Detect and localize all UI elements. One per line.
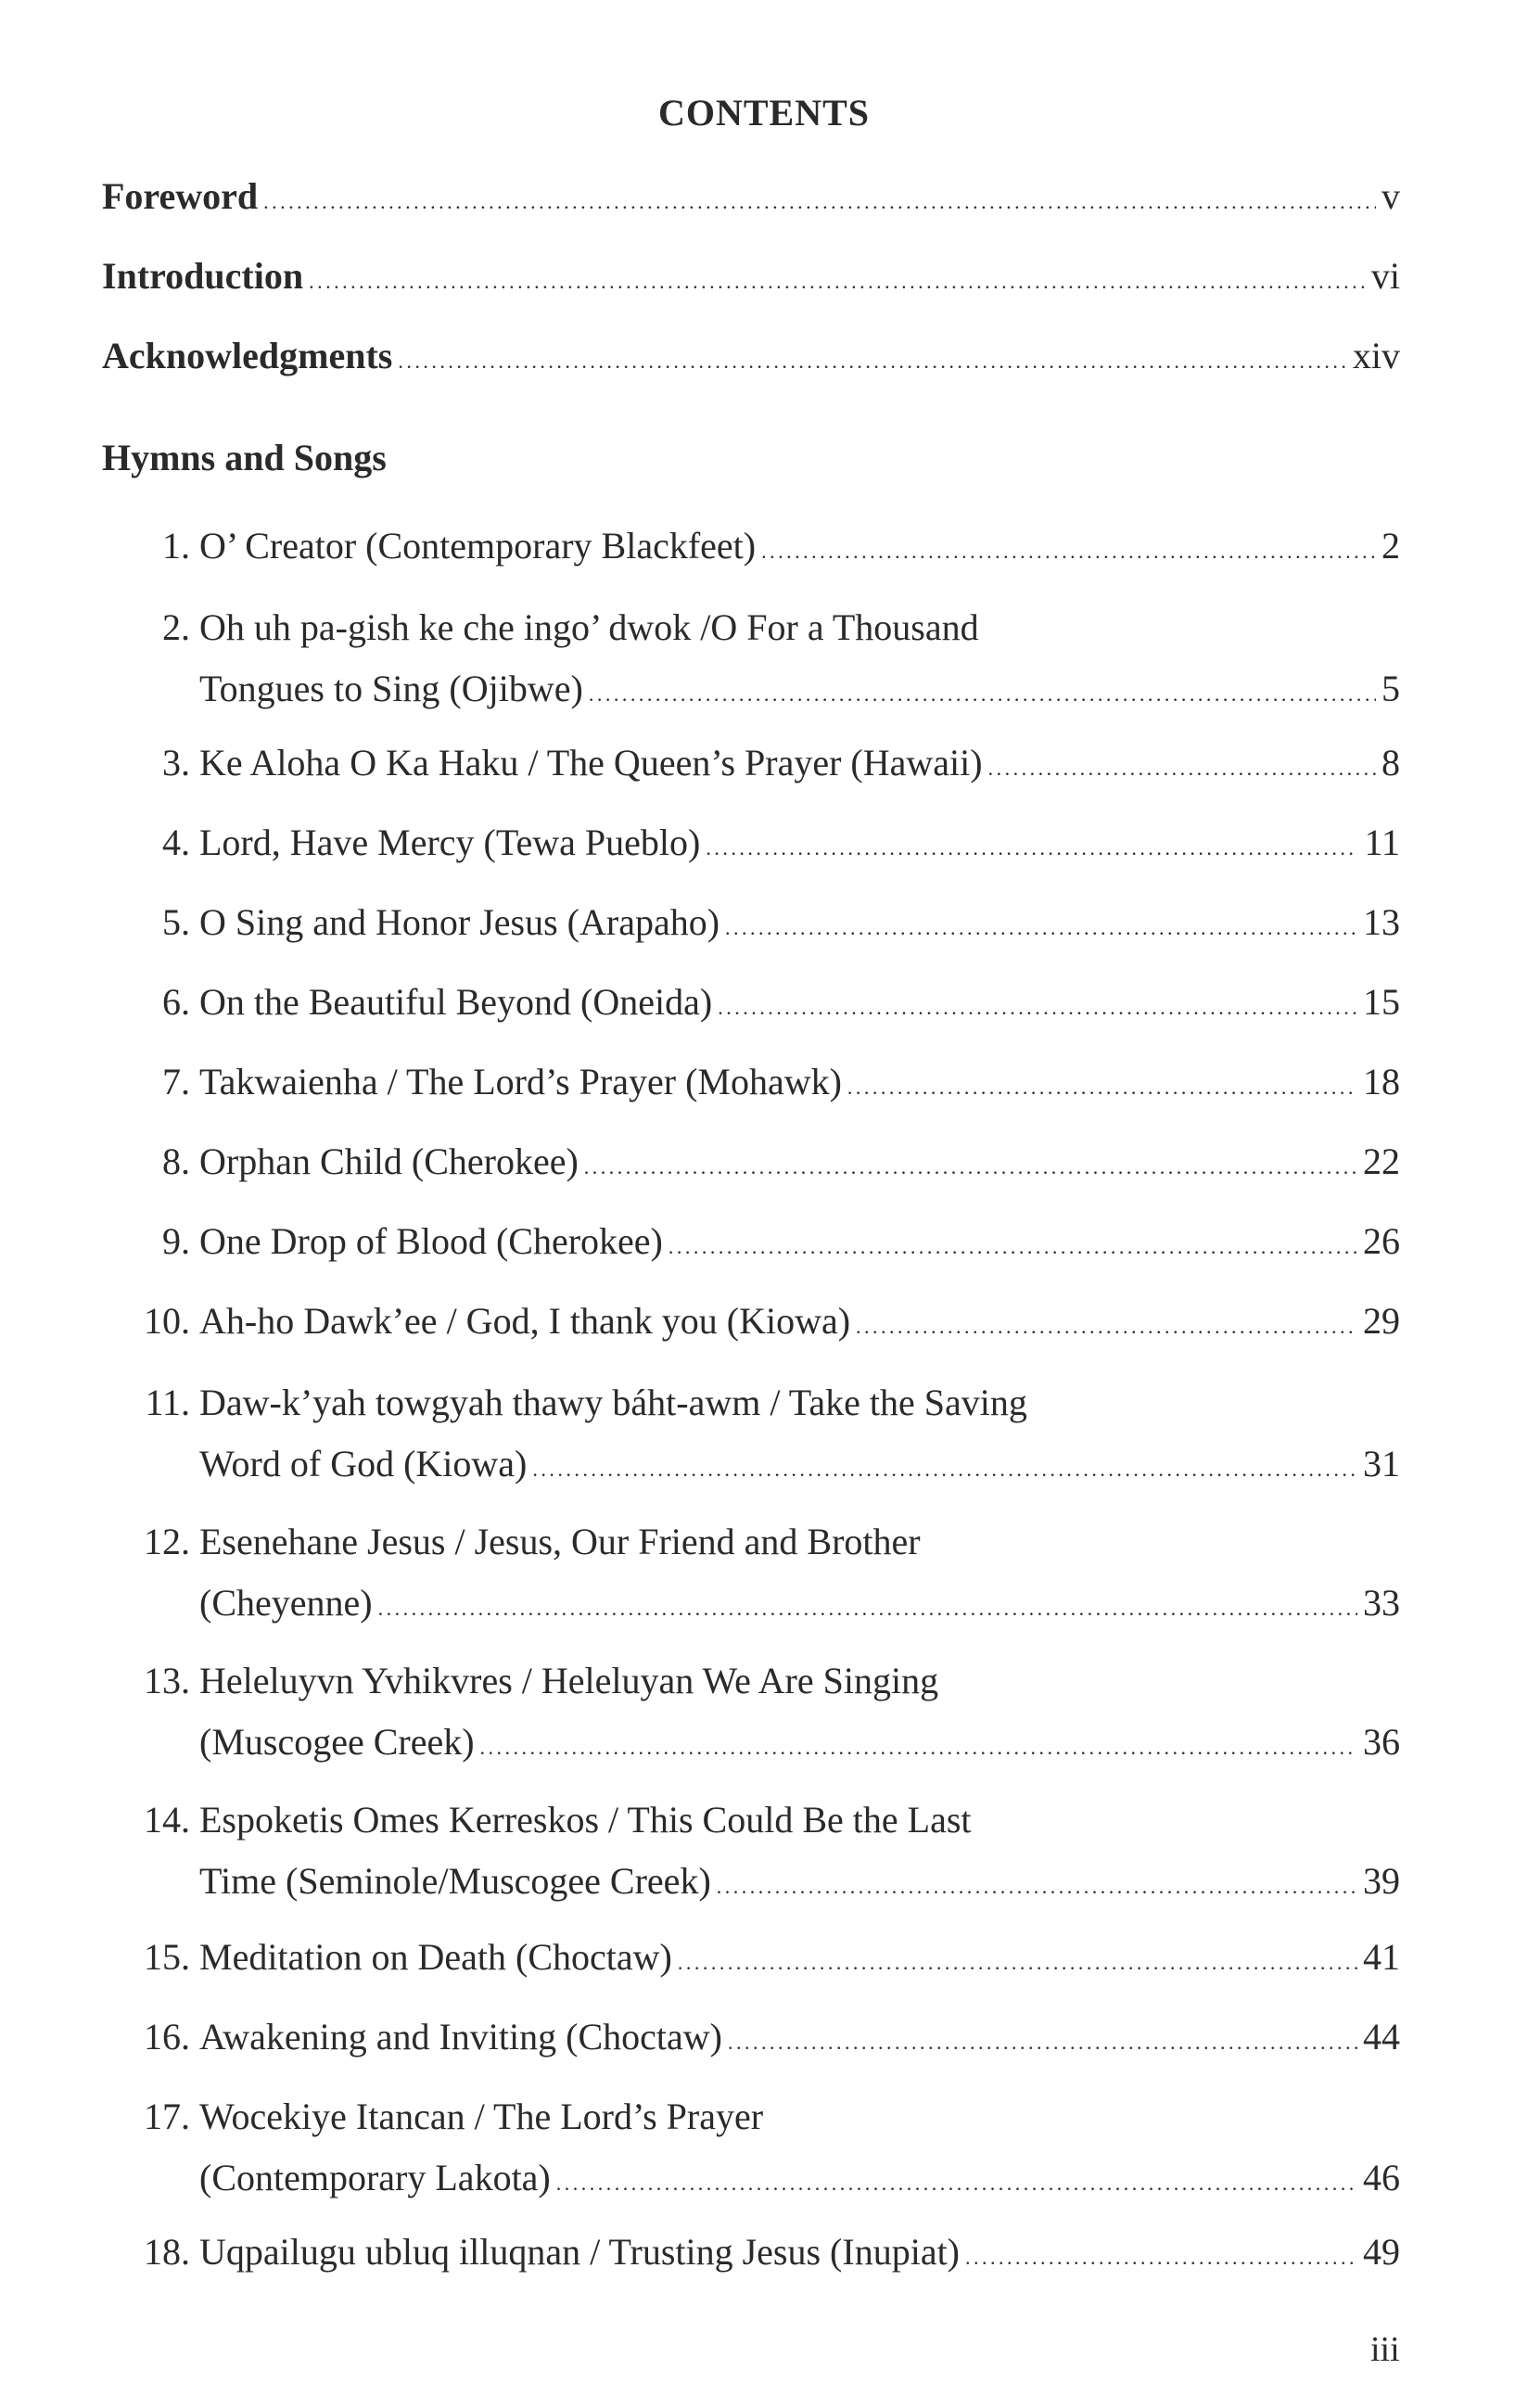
hymn-title-line: (Muscogee Creek) bbox=[199, 1721, 475, 1763]
hymn-title-last-line bbox=[199, 1291, 1400, 1352]
toc-page-number: 22 bbox=[1363, 1140, 1400, 1182]
hymn-title-block bbox=[199, 2007, 1400, 2068]
toc-page-number: 18 bbox=[1363, 1061, 1400, 1102]
hymn-number: 15. bbox=[144, 1936, 190, 1978]
dot-leader bbox=[965, 2222, 1357, 2288]
dot-leader bbox=[378, 1573, 1357, 1639]
toc-page-number: 5 bbox=[1382, 668, 1400, 709]
hymn-title-block bbox=[199, 516, 1400, 577]
hymn-number: 7. bbox=[162, 1061, 190, 1102]
dot-leader bbox=[718, 972, 1357, 1038]
hymn-number: 2. bbox=[162, 606, 190, 648]
hymn-title-line: Daw-k’yah towgyah thawy báht-awm / Take the Saving bbox=[199, 1382, 1027, 1423]
hymn-number: 18. bbox=[144, 2231, 190, 2273]
hymn-number: 5. bbox=[162, 901, 190, 943]
hymn-title-last-line bbox=[199, 733, 1400, 794]
hymn-title-line: Ke Aloha O Ka Haku / The Queen’s Prayer (Hawaii) bbox=[199, 742, 983, 784]
dot-leader bbox=[706, 812, 1358, 879]
dot-leader bbox=[728, 2007, 1357, 2073]
dot-leader bbox=[725, 892, 1357, 959]
hymn-number: 12. bbox=[144, 1521, 190, 1562]
toc-page-number: 49 bbox=[1363, 2231, 1400, 2273]
hymn-title-line: Awakening and Inviting (Choctaw) bbox=[199, 2016, 722, 2058]
toc-page-number: 29 bbox=[1363, 1300, 1400, 1342]
toc-entry-label: Foreword bbox=[102, 175, 259, 217]
hymn-title-block bbox=[199, 1211, 1400, 1272]
hymn-number: 3. bbox=[162, 742, 190, 784]
hymn-number: 11. bbox=[145, 1382, 190, 1423]
dot-leader bbox=[761, 516, 1376, 582]
toc-page-number: 39 bbox=[1363, 1860, 1400, 1902]
hymn-title-block bbox=[199, 1291, 1400, 1352]
hymn-title-line: O Sing and Honor Jesus (Arapaho) bbox=[199, 901, 720, 943]
hymn-title-line: Uqpailugu ubluq illuqnan / Trusting Jesus (Inupiat) bbox=[199, 2231, 960, 2273]
hymn-title-block bbox=[199, 1790, 1400, 1912]
hymn-title-last-line bbox=[199, 2222, 1400, 2283]
hymn-number: 10. bbox=[144, 1300, 190, 1342]
hymn-title-line: Heleluyvn Yvhikvres / Heleluyan We Are Singing bbox=[199, 1660, 939, 1701]
dot-leader bbox=[717, 1851, 1357, 1917]
dot-leader bbox=[847, 1051, 1357, 1118]
hymn-title-block bbox=[199, 1051, 1400, 1113]
hymn-title-last-line bbox=[199, 2147, 1400, 2209]
hymn-title-line: Time (Seminole/Muscogee Creek) bbox=[199, 1860, 711, 1902]
hymn-title-line: Espoketis Omes Kerreskos / This Could Be the Last bbox=[199, 1799, 972, 1841]
dot-leader bbox=[398, 334, 1347, 377]
hymn-title-last-line bbox=[199, 1851, 1400, 1912]
toc-entry-foreword bbox=[102, 174, 1400, 230]
hymn-title-block bbox=[199, 597, 1400, 720]
toc-entry-acknowledgments bbox=[102, 334, 1400, 389]
dot-leader bbox=[556, 2147, 1357, 2214]
hymn-title-last-line bbox=[199, 812, 1400, 873]
dot-leader bbox=[309, 254, 1366, 298]
hymn-title-block bbox=[199, 812, 1400, 873]
hymn-title-last-line bbox=[199, 972, 1400, 1033]
hymn-title-last-line bbox=[199, 1131, 1400, 1192]
hymn-title-last-line bbox=[199, 2007, 1400, 2068]
section-heading: Hymns and Songs bbox=[102, 437, 387, 478]
toc-page-number: 46 bbox=[1363, 2157, 1400, 2198]
hymn-title-line: Esenehane Jesus / Jesus, Our Friend and Brother bbox=[199, 1521, 921, 1562]
page-title: CONTENTS bbox=[657, 92, 871, 134]
hymn-title-last-line bbox=[199, 1712, 1400, 1773]
hymn-title-block bbox=[199, 1650, 1400, 1773]
toc-entry-introduction bbox=[102, 254, 1400, 310]
dot-leader bbox=[668, 1211, 1357, 1278]
toc-entry-label: Acknowledgments bbox=[102, 335, 393, 376]
dot-leader bbox=[480, 1712, 1357, 1778]
hymn-title-block bbox=[199, 892, 1400, 953]
dot-leader bbox=[589, 658, 1376, 725]
hymn-title-line: Takwaienha / The Lord’s Prayer (Mohawk) bbox=[199, 1061, 842, 1102]
toc-page-number: 2 bbox=[1382, 525, 1400, 567]
hymn-title-line: O’ Creator (Contemporary Blackfeet) bbox=[199, 525, 757, 567]
hymn-title-block bbox=[199, 2222, 1400, 2283]
hymn-number: 4. bbox=[162, 822, 190, 863]
dot-leader bbox=[678, 1927, 1357, 1994]
toc-page-number: 36 bbox=[1363, 1721, 1400, 1763]
hymn-title-line: Wocekiye Itancan / The Lord’s Prayer bbox=[199, 2096, 764, 2137]
hymn-title-line: One Drop of Blood (Cherokee) bbox=[199, 1220, 663, 1262]
hymn-number: 16. bbox=[144, 2016, 190, 2058]
toc-page-number: 44 bbox=[1363, 2016, 1400, 2058]
hymn-title-line: Tongues to Sing (Ojibwe) bbox=[199, 668, 583, 709]
hymn-title-last-line bbox=[199, 658, 1400, 720]
dot-leader bbox=[856, 1291, 1357, 1357]
toc-page-number: 33 bbox=[1363, 1582, 1400, 1624]
toc-page-number: 8 bbox=[1382, 742, 1400, 784]
toc-page-number: 11 bbox=[1364, 822, 1400, 863]
page-folio: iii bbox=[1370, 2330, 1400, 2369]
hymn-title-line: Meditation on Death (Choctaw) bbox=[199, 1936, 672, 1978]
toc-page-number: 13 bbox=[1363, 901, 1400, 943]
hymn-title-line: (Contemporary Lakota) bbox=[199, 2157, 551, 2198]
hymn-title-last-line bbox=[199, 1927, 1400, 1988]
hymn-title-last-line bbox=[199, 1211, 1400, 1272]
hymn-title-block bbox=[199, 1131, 1400, 1192]
hymn-title-block bbox=[199, 2086, 1400, 2209]
hymn-title-block bbox=[199, 972, 1400, 1033]
hymn-title-last-line bbox=[199, 516, 1400, 577]
toc-page-number: 15 bbox=[1363, 981, 1400, 1023]
hymn-title-line: Word of God (Kiowa) bbox=[199, 1443, 528, 1484]
toc-page-number: 31 bbox=[1363, 1443, 1400, 1484]
hymn-title-block bbox=[199, 1511, 1400, 1634]
hymn-title-last-line bbox=[199, 1433, 1400, 1495]
toc-entry-label: Introduction bbox=[102, 255, 304, 297]
dot-leader bbox=[532, 1433, 1357, 1500]
hymn-number: 6. bbox=[162, 981, 190, 1023]
hymn-number: 17. bbox=[144, 2096, 190, 2137]
toc-page-number: 26 bbox=[1363, 1220, 1400, 1262]
hymn-number: 9. bbox=[162, 1220, 190, 1262]
hymn-number: 1. bbox=[162, 525, 190, 567]
hymn-title-last-line bbox=[199, 1573, 1400, 1634]
hymn-title-line: Oh uh pa-gish ke che ingo’ dwok /O For a Thousand bbox=[199, 606, 979, 648]
hymn-title-last-line bbox=[199, 892, 1400, 953]
hymn-title-line: Ah-ho Dawk’ee / God, I thank you (Kiowa) bbox=[199, 1300, 851, 1342]
hymn-title-line: Orphan Child (Cherokee) bbox=[199, 1140, 579, 1182]
hymn-number: 8. bbox=[162, 1140, 190, 1182]
hymn-title-last-line bbox=[199, 1051, 1400, 1113]
hymn-title-line: On the Beautiful Beyond (Oneida) bbox=[199, 981, 713, 1023]
toc-page-number: v bbox=[1382, 175, 1400, 217]
dot-leader bbox=[988, 733, 1376, 799]
hymn-title-line: (Cheyenne) bbox=[199, 1582, 373, 1624]
hymn-title-line: Lord, Have Mercy (Tewa Pueblo) bbox=[199, 822, 701, 863]
hymn-number: 13. bbox=[144, 1660, 190, 1701]
hymn-number: 14. bbox=[144, 1799, 190, 1841]
toc-page-number: 41 bbox=[1363, 1936, 1400, 1978]
toc-page-number: xiv bbox=[1352, 335, 1400, 376]
dot-leader bbox=[584, 1131, 1357, 1198]
hymn-title-block bbox=[199, 1372, 1400, 1495]
dot-leader bbox=[263, 174, 1376, 218]
hymn-title-block bbox=[199, 1927, 1400, 1988]
toc-page-number: vi bbox=[1370, 255, 1400, 297]
hymn-title-block bbox=[199, 733, 1400, 794]
